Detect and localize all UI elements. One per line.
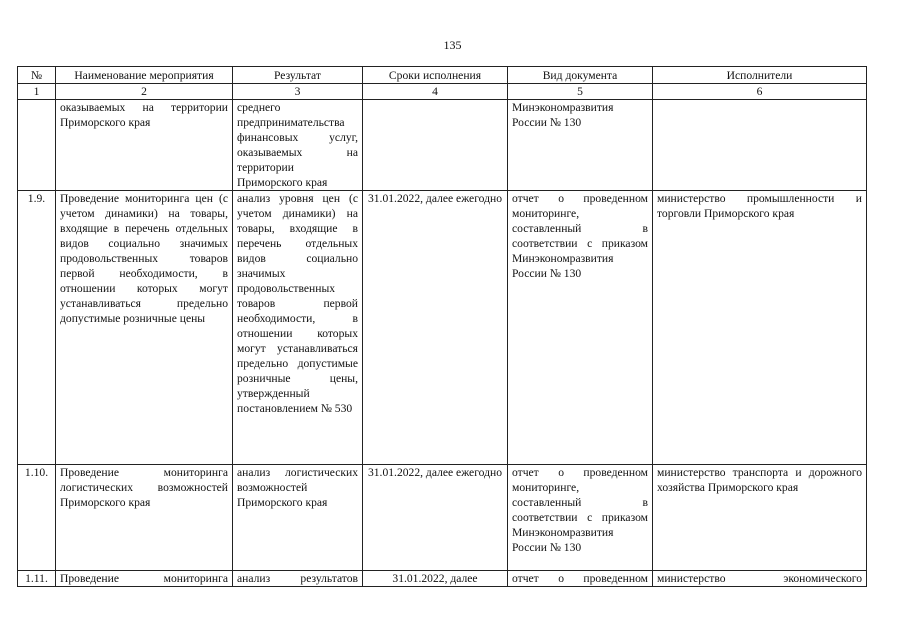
table-row	[18, 571, 867, 587]
measure-executors	[653, 465, 867, 571]
measure-executors	[653, 100, 867, 191]
column-number: 1	[18, 84, 56, 100]
header-deadline: Сроки исполнения	[363, 67, 508, 84]
measure-name-text: Проведение мониторинга цен (с учетом динамики) на товары, входящие в перечень отдельных видов социально значимых продовольственных товаров первой необходимости, в отношении которых могут устанавливаться предельно допустимые розничные цены	[60, 192, 228, 325]
measure-name	[56, 191, 233, 465]
measure-name-text: Проведение мониторинга	[60, 572, 228, 585]
measure-doc-type-text: Минэкономразвития России № 130	[512, 101, 614, 129]
column-number: 3	[233, 84, 363, 100]
measure-doc-type	[508, 191, 653, 465]
measure-name-text: оказываемых на территории Приморского края	[60, 101, 228, 129]
measure-result	[233, 100, 363, 191]
measure-executors-text: министерство экономического	[657, 572, 862, 585]
row-number: 1.11.	[18, 571, 56, 587]
measure-deadline: 31.01.2022, далее ежегодно	[363, 465, 508, 571]
row-number	[18, 100, 56, 191]
measure-result-text: анализ уровня цен (с учетом динамики) на товары, входящие в перечень отдельных видов социально значимых продовольственных товаров первой необходимости, в отношении которых могут устанавливаться предельно допустимые розничные цены, утвержденный постановлением № 530	[237, 192, 358, 415]
row-number: 1.9.	[18, 191, 56, 465]
measure-name	[56, 465, 233, 571]
measure-deadline	[363, 100, 508, 191]
measures-table	[17, 66, 867, 587]
measure-deadline: 31.01.2022, далее	[363, 571, 508, 587]
measure-deadline: 31.01.2022, далее ежегодно	[363, 191, 508, 465]
row-number: 1.10.	[18, 465, 56, 571]
measure-name	[56, 100, 233, 191]
measure-executors	[653, 191, 867, 465]
measure-executors-text: министерство транспорта и дорожного хозяйства Приморского края	[657, 466, 862, 494]
header-result: Результат	[233, 67, 363, 84]
measure-name	[56, 571, 233, 587]
header-row	[18, 67, 867, 84]
measure-doc-type	[508, 100, 653, 191]
header-doc-type: Вид документа	[508, 67, 653, 84]
column-number: 6	[653, 84, 867, 100]
measure-doc-type-text: отчет о проведенном	[512, 572, 648, 585]
table-row	[18, 465, 867, 571]
column-number: 5	[508, 84, 653, 100]
measure-executors	[653, 571, 867, 587]
measure-result-text: анализ логистических возможностей Приморского края	[237, 466, 358, 509]
measure-doc-type-text: отчет о проведенном мониторинге, составленный в соответствии с приказом Минэкономразвития России № 130	[512, 466, 648, 554]
measure-result	[233, 191, 363, 465]
measure-result-text: среднего предпринимательства финансовых услуг, оказываемых на территории Приморского края	[237, 101, 358, 189]
table-row	[18, 191, 867, 465]
measure-executors-text: министерство промышленности и торговли Приморского края	[657, 192, 862, 220]
table-row	[18, 100, 867, 191]
measure-result-text: анализ результатов	[237, 572, 358, 585]
header-name: Наименование мероприятия	[56, 67, 233, 84]
column-number-row	[18, 84, 867, 100]
measure-result	[233, 465, 363, 571]
header-num: №	[18, 67, 56, 84]
measure-result	[233, 571, 363, 587]
measure-doc-type	[508, 571, 653, 587]
measure-doc-type-text: отчет о проведенном мониторинге, составленный в соответствии с приказом Минэкономразвития России № 130	[512, 192, 648, 280]
column-number: 4	[363, 84, 508, 100]
column-number: 2	[56, 84, 233, 100]
header-executors: Исполнители	[653, 67, 867, 84]
page-number: 135	[443, 38, 462, 52]
measure-name-text: Проведение мониторинга логистических возможностей Приморского края	[60, 466, 228, 509]
measure-doc-type	[508, 465, 653, 571]
